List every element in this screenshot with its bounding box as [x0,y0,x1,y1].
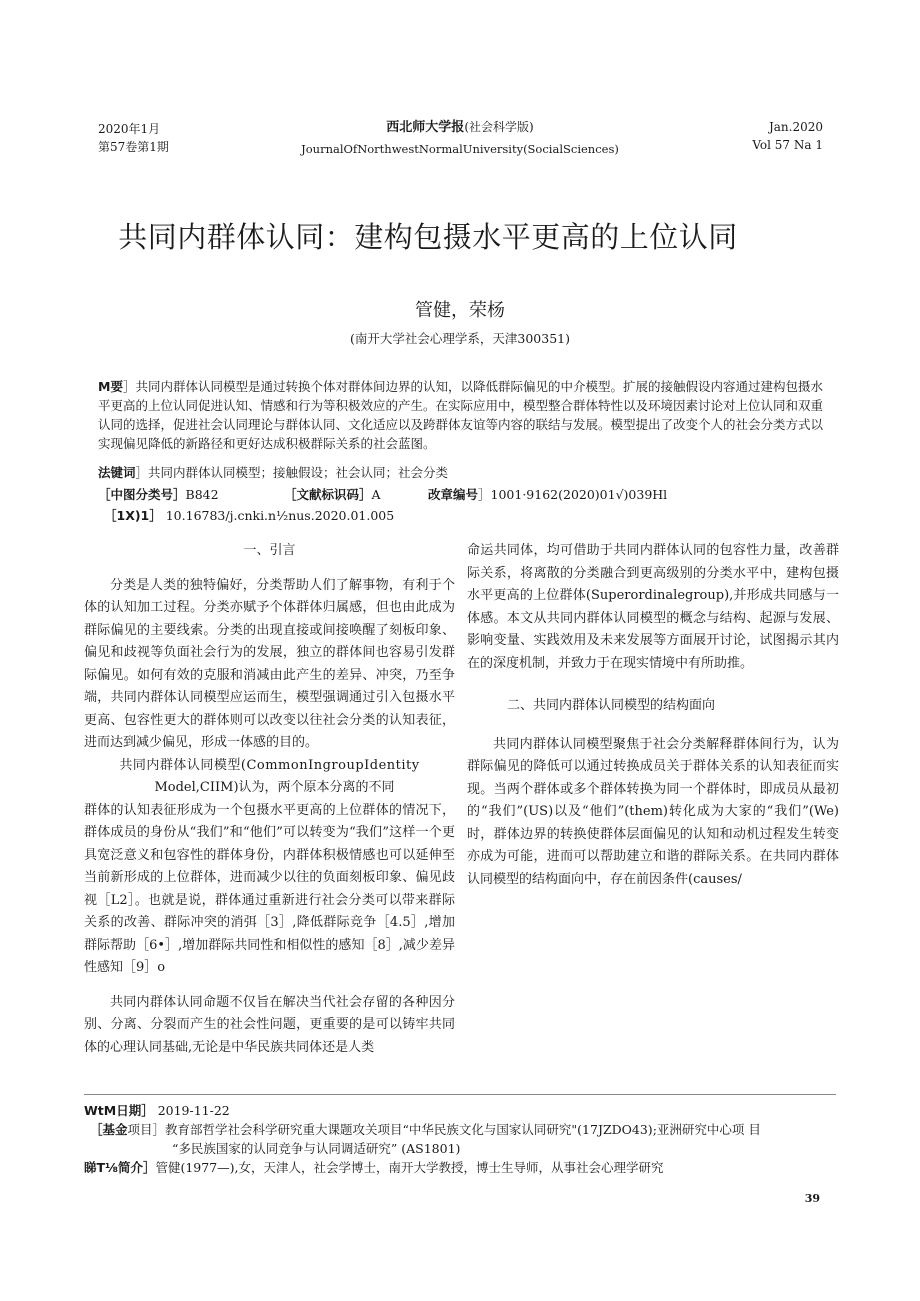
affiliation: (南开大学社会心理学系，天津300351) [350,331,570,346]
doi-value: 10.16783/j.cnki.n½nus.2020.01.005 [165,508,395,523]
abstract-label: M要 [98,379,123,394]
article-number-value: ］1001·9162(2020)01√)039Hl [478,487,668,502]
journal-title-rest: (社会科学版) [464,120,534,134]
abstract: M要］共同内群体认同模型是通过转换个体对群体间边界的认知，以降低群际偏见的中介模型。扩展的接触假设内容通过建构包摄水平更高的上位认同促进认知、情感和行为等积极效应的产生。在实际应用中，模型整合群体特性以及环境因素讨论对上位认同和双重认同的选择，促进社会认同理论与群体认同、文化适应以及跨群体友谊等内容的联结与发展。模型提出了改变个人的社会分类方式以实现偏见降低的新路径和更好达成积极群际关系的社会蓝图。 [98,379,824,451]
doi-label: ［1X)1］ [104,508,162,523]
paragraph: 共同内群体认同模型聚焦于社会分类解释群体间行为，认为群际偏见的降低可以通过转换成员关于群体关系的认知表征而实现。当两个群体或多个群体转换为同一个群体时，即成员从最初的“我们”(US)以及“他们”(them)转化成为大家的“我们”(We)时，群体边界的转换使群体层面偏见的认知和动机过程发生转变亦成为可能，进而可以帮助建立和谐的群际关系。在共同内群体认同模型的结构面向中，存在前因条件(causes/ [467,736,839,887]
keywords-label: 法键词 [98,465,136,480]
fund-info: ［基金项目］教育部哲学社会科学研究重大课题攻关项目“中华民族文化与国家认同研究"(17JZDO43);亚洲研究中心项 目 [90,1122,761,1137]
keywords: 法键词］共同内群体认同模型；接触假设；社会认同；社会分类 [98,465,449,480]
right-column [467,540,839,891]
article-number-label: 改章编号 [428,487,479,502]
header-date: 2020年1月 [98,122,161,136]
clc-label: ［中图分类号］ [98,487,186,502]
classification-line [98,485,826,504]
left-column [84,540,455,1059]
footnotes [84,1101,844,1177]
author-bio: 睇T⅛简介］管健(1977—),女，天津人，社会学博士，南开大学教授，博士生导师，从事社会心理学研究 [84,1160,664,1175]
doc-code-label: ［文献标识码］ [284,487,372,502]
section-heading-2: 二、共同内群体认同模型的结构面向 [507,698,716,713]
journal-title-english: JournalOfNorthwestNormalUniversity(SocialSciences) [301,142,619,156]
abstract-text: 共同内群体认同模型是通过转换个体对群体间边界的认知，以降低群际偏见的中介模型。扩展的接触假设内容通过建构包摄水平更高的上位认同促进认知、情感和行为等积极效应的产生。在实际应用中，模型整合群体特性以及环境因素讨论对上位认同和双重认同的选择，促进社会认同理论与群体认同、文化适应以及跨群体友谊等内容的联结与发展。模型提出了改变个人的社会分类方式以实现偏见降低的新路径和更好达成积极群际关系的社会蓝图。 [98,379,824,451]
journal-title-bold: 西北师大学报 [386,120,465,135]
paragraph-lead-line: 共同内群体认同模型(CommonIngroupIdentity [119,757,420,773]
section-heading-1: 一、引言 [243,543,296,558]
page-number: 39 [804,1192,820,1205]
header-volume-en: Vol 57 Na 1 [752,138,823,152]
paragraph-lead-line: Model,CIIM)认为，两个原本分离的不同 [154,780,395,795]
header-date-en: Jan.2020 [768,120,823,134]
doc-code-value: A [371,487,381,502]
fund-info-continued: “多民族国家的认同竞争与认同调适研究” (AS1801) [172,1141,461,1156]
paragraph: 群体的认知表征形成为一个包摄水平更高的上位群体的情况下，群体成员的身份从“我们”和“他们”可以转变为“我们”这样一个更具宽泛意义和包容性的群体身份，内群体积极情感也可以延伸至当前新形成的上位群体，进而减少以往的负面刻板印象、偏见歧视［L2］。也就是说，群体通过重新进行社会分类可以带来群际关系的改善、群际冲突的消弭［3］,降低群际竞争［4.5］,增加群际帮助［6•］,增加群际共同性和相似性的感知［8］,减少差异性感知［9］o [84,802,455,975]
page-title: 共同内群体认同：建构包摄水平更高的上位认同 [118,220,738,254]
header-volume: 第57卷第1期 [98,140,169,154]
paragraph: 分类是人类的独特偏好，分类帮助人们了解事物，有利于个体的认知加工过程。分类亦赋予个体群体归属感，但也由此成为群际偏见的主要线索。分类的出现直接或间接唤醒了刻板印象、偏见和歧视等负面社会行为的发展，独立的群体间也容易引发群际偏见。如何有效的克服和消减由此产生的差异、冲突，乃至争端，共同内群体认同模型应运而生，模型强调通过引入包摄水平更高、包容性更大的群体则可以改变以往社会分类的认知表征，进而达到减少偏见，形成一体感的目的。 [84,577,455,750]
clc-value: B842 [185,487,219,502]
footnote-divider [84,1094,836,1095]
authors: 管健，荣杨 [415,300,505,321]
journal-name [300,118,620,158]
received-date: WtM日期］ 2019-11-22 [84,1103,230,1118]
doi-line [104,506,824,525]
paragraph: 命运共同体，均可借助于共同内群体认同的包容性力量，改善群际关系，将离散的分类融合到更高级别的分类水平中，建构包摄水平更高的上位群体(Superordinalegroup),并形成共同感与一体感。本文从共同内群体认同模型的概念与结构、起源与发展、影响变量、实践效用及未来发展等方面展开讨论，试图揭示其内在的深度机制，并致力于在现实情境中有所助推。 [467,543,839,671]
paragraph: 共同内群体认同命题不仅旨在解决当代社会存留的各种因分别、分离、分裂而产生的社会性问题，更重要的是可以铸牢共同体的心理认同基础,无论是中华民族共同体还是人类 [84,994,455,1055]
keywords-text: 共同内群体认同模型；接触假设；社会认同；社会分类 [148,465,449,480]
